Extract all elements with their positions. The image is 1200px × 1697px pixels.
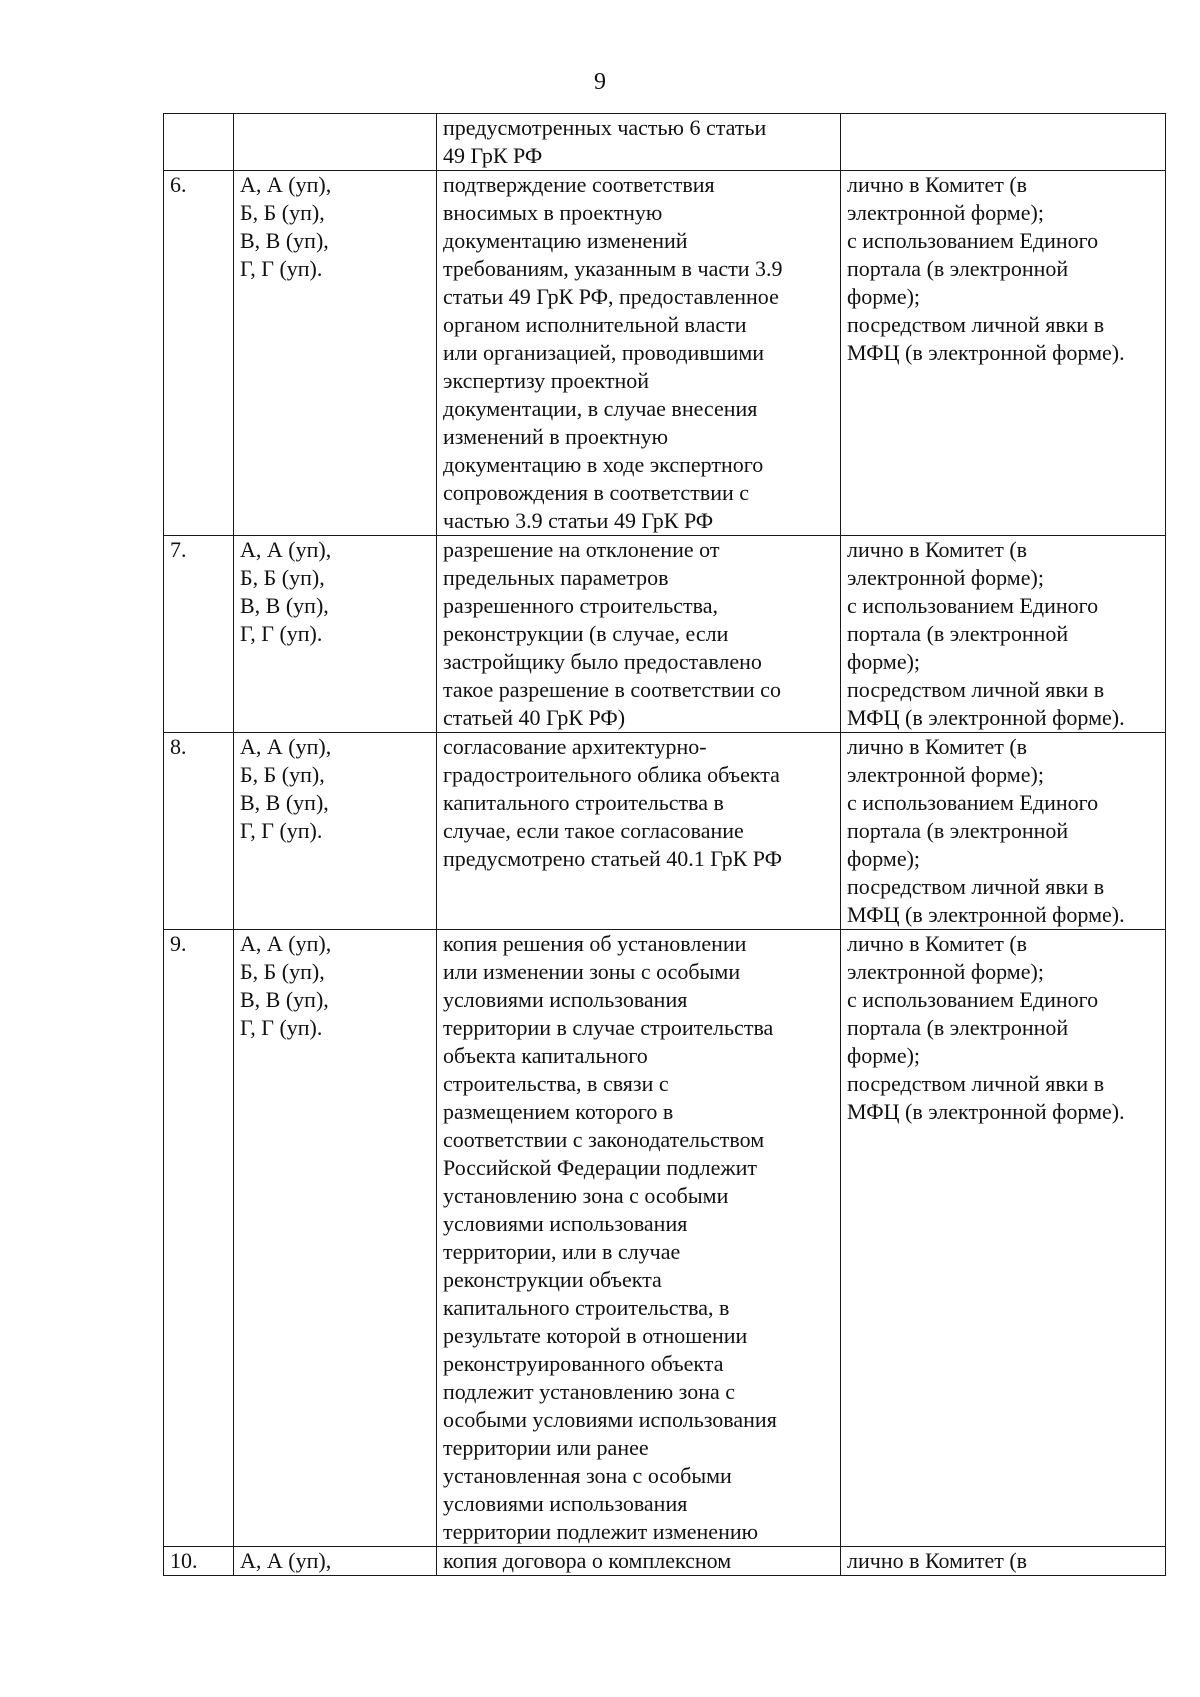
cell-line: разрешенного строительства, xyxy=(443,593,718,618)
cell-line: форме); xyxy=(847,846,921,871)
categories-cell xyxy=(234,171,437,536)
cell-line: МФЦ (в электронной форме). xyxy=(847,902,1125,927)
cell-line: посредством личной явки в xyxy=(847,677,1105,702)
table-row xyxy=(164,930,1166,1547)
cell-line: статьей 40 ГрК РФ) xyxy=(443,705,626,730)
cell-line: предусмотрено статьей 40.1 ГрК РФ xyxy=(443,846,783,871)
row-number: 6. xyxy=(170,172,187,197)
cell-line: территории подлежит изменению xyxy=(443,1519,759,1544)
cell-line: А, А (уп), xyxy=(240,734,332,759)
cell-line: подтверждение соответствия xyxy=(443,172,715,197)
document-cell xyxy=(437,536,841,733)
cell-line: А, А (уп), xyxy=(240,1548,332,1573)
cell-line: Российской Федерации подлежит xyxy=(443,1155,757,1180)
cell-line: с использованием Единого xyxy=(847,228,1099,253)
cell-line: застройщику было предоставлено xyxy=(443,649,762,674)
cell-line: результате которой в отношении xyxy=(443,1323,748,1348)
submission-method-cell xyxy=(841,114,1166,171)
row-number-cell xyxy=(164,171,234,536)
cell-line: А, А (уп), xyxy=(240,931,332,956)
cell-line: установлению зона с особыми xyxy=(443,1183,729,1208)
cell-line: случае, если такое согласование xyxy=(443,818,744,843)
cell-line: строительства, в связи с xyxy=(443,1071,669,1096)
cell-line: органом исполнительной власти xyxy=(443,312,747,337)
row-number: 9. xyxy=(170,931,187,956)
cell-line: Б, Б (уп), xyxy=(240,200,325,225)
categories-cell xyxy=(234,930,437,1547)
cell-line: В, В (уп), xyxy=(240,593,329,618)
cell-line: форме); xyxy=(847,1043,921,1068)
documents-table xyxy=(163,113,1166,1576)
cell-line: вносимых в проектную xyxy=(443,200,663,225)
cell-line: копия договора о комплексном xyxy=(443,1548,732,1573)
document-cell xyxy=(437,114,841,171)
cell-line: А, А (уп), xyxy=(240,537,332,562)
submission-method-cell xyxy=(841,171,1166,536)
cell-line: электронной форме); xyxy=(847,565,1044,590)
categories-cell xyxy=(234,1547,437,1576)
document-cell xyxy=(437,171,841,536)
cell-line: посредством личной явки в xyxy=(847,312,1105,337)
cell-line: статьи 49 ГрК РФ, предоставленное xyxy=(443,284,779,309)
cell-line: изменений в проектную xyxy=(443,424,669,449)
table-row xyxy=(164,1547,1166,1576)
cell-line: территории в случае строительства xyxy=(443,1015,774,1040)
cell-line: документацию изменений xyxy=(443,228,688,253)
cell-line: МФЦ (в электронной форме). xyxy=(847,705,1125,730)
row-number-cell xyxy=(164,733,234,930)
cell-line: территории или ранее xyxy=(443,1435,649,1460)
cell-line: документацию в ходе экспертного xyxy=(443,452,764,477)
cell-line: согласование архитектурно- xyxy=(443,734,707,759)
row-number-cell xyxy=(164,536,234,733)
cell-line: МФЦ (в электронной форме). xyxy=(847,1099,1125,1124)
cell-line: форме); xyxy=(847,649,921,674)
cell-line: условиями использования xyxy=(443,987,688,1012)
cell-line: с использованием Единого xyxy=(847,593,1099,618)
cell-line: электронной форме); xyxy=(847,762,1044,787)
categories-cell xyxy=(234,114,437,171)
cell-line: В, В (уп), xyxy=(240,987,329,1012)
cell-line: посредством личной явки в xyxy=(847,874,1105,899)
cell-line: портала (в электронной xyxy=(847,818,1069,843)
cell-line: форме); xyxy=(847,284,921,309)
cell-line: экспертизу проектной xyxy=(443,368,650,393)
cell-line: А, А (уп), xyxy=(240,172,332,197)
cell-line: разрешение на отклонение от xyxy=(443,537,720,562)
cell-line: лично в Комитет (в xyxy=(847,931,1028,956)
cell-line: портала (в электронной xyxy=(847,1015,1069,1040)
cell-line: капитального строительства, в xyxy=(443,1295,730,1320)
table-row xyxy=(164,171,1166,536)
cell-line: или изменении зоны с особыми xyxy=(443,959,741,984)
cell-line: лично в Комитет (в xyxy=(847,734,1028,759)
cell-line: портала (в электронной xyxy=(847,256,1069,281)
cell-line: градостроительного облика объекта xyxy=(443,762,780,787)
cell-line: В, В (уп), xyxy=(240,790,329,815)
cell-line: В, В (уп), xyxy=(240,228,329,253)
cell-line: Б, Б (уп), xyxy=(240,565,325,590)
cell-line: электронной форме); xyxy=(847,200,1044,225)
cell-line: документации, в случае внесения xyxy=(443,396,758,421)
categories-cell xyxy=(234,733,437,930)
categories-cell xyxy=(234,536,437,733)
submission-method-cell xyxy=(841,733,1166,930)
cell-line: объекта капитального xyxy=(443,1043,648,1068)
cell-line: частью 3.9 статьи 49 ГрК РФ xyxy=(443,508,714,533)
cell-line: электронной форме); xyxy=(847,959,1044,984)
row-number: 8. xyxy=(170,734,187,759)
cell-line: реконструкции объекта xyxy=(443,1267,662,1292)
cell-line: посредством личной явки в xyxy=(847,1071,1105,1096)
cell-line: соответствии с законодательством xyxy=(443,1127,765,1152)
submission-method-cell xyxy=(841,930,1166,1547)
cell-line: такое разрешение в соответствии со xyxy=(443,677,781,702)
cell-line: Б, Б (уп), xyxy=(240,762,325,787)
table-row xyxy=(164,114,1166,171)
page-number: 9 xyxy=(594,69,606,95)
cell-line: портала (в электронной xyxy=(847,621,1069,646)
row-number-cell xyxy=(164,930,234,1547)
cell-line: условиями использования xyxy=(443,1211,688,1236)
cell-line: предельных параметров xyxy=(443,565,669,590)
submission-method-cell xyxy=(841,1547,1166,1576)
cell-line: особыми условиями использования xyxy=(443,1407,777,1432)
cell-line: лично в Комитет (в xyxy=(847,1548,1028,1573)
cell-line: Г, Г (уп). xyxy=(240,818,323,843)
cell-line: установленная зона с особыми xyxy=(443,1463,732,1488)
cell-line: реконструкции (в случае, если xyxy=(443,621,729,646)
cell-line: размещением которого в xyxy=(443,1099,674,1124)
cell-line: Б, Б (уп), xyxy=(240,959,325,984)
row-number: 7. xyxy=(170,537,187,562)
cell-line: или организацией, проводившими xyxy=(443,340,765,365)
document-cell xyxy=(437,733,841,930)
table-row xyxy=(164,733,1166,930)
cell-line: Г, Г (уп). xyxy=(240,256,323,281)
cell-line: с использованием Единого xyxy=(847,790,1099,815)
cell-line: копия решения об установлении xyxy=(443,931,747,956)
cell-line: Г, Г (уп). xyxy=(240,621,323,646)
cell-line: лично в Комитет (в xyxy=(847,172,1028,197)
table-body xyxy=(164,114,1166,1576)
row-number-cell xyxy=(164,114,234,171)
cell-line: лично в Комитет (в xyxy=(847,537,1028,562)
cell-line: подлежит установлению зона с xyxy=(443,1379,736,1404)
submission-method-cell xyxy=(841,536,1166,733)
table-row xyxy=(164,536,1166,733)
cell-line: Г, Г (уп). xyxy=(240,1015,323,1040)
cell-line: сопровождения в соответствии с xyxy=(443,480,750,505)
cell-line: с использованием Единого xyxy=(847,987,1099,1012)
row-number: 10. xyxy=(170,1548,198,1573)
cell-line: капитального строительства в xyxy=(443,790,724,815)
cell-line: требованиям, указанным в части 3.9 xyxy=(443,256,783,281)
cell-line: предусмотренных частью 6 статьи xyxy=(443,115,767,140)
document-cell xyxy=(437,1547,841,1576)
cell-line: МФЦ (в электронной форме). xyxy=(847,340,1125,365)
cell-line: 49 ГрК РФ xyxy=(443,143,543,168)
cell-line: условиями использования xyxy=(443,1491,688,1516)
cell-line: территории, или в случае xyxy=(443,1239,681,1264)
row-number-cell xyxy=(164,1547,234,1576)
cell-line: реконструированного объекта xyxy=(443,1351,724,1376)
document-cell xyxy=(437,930,841,1547)
